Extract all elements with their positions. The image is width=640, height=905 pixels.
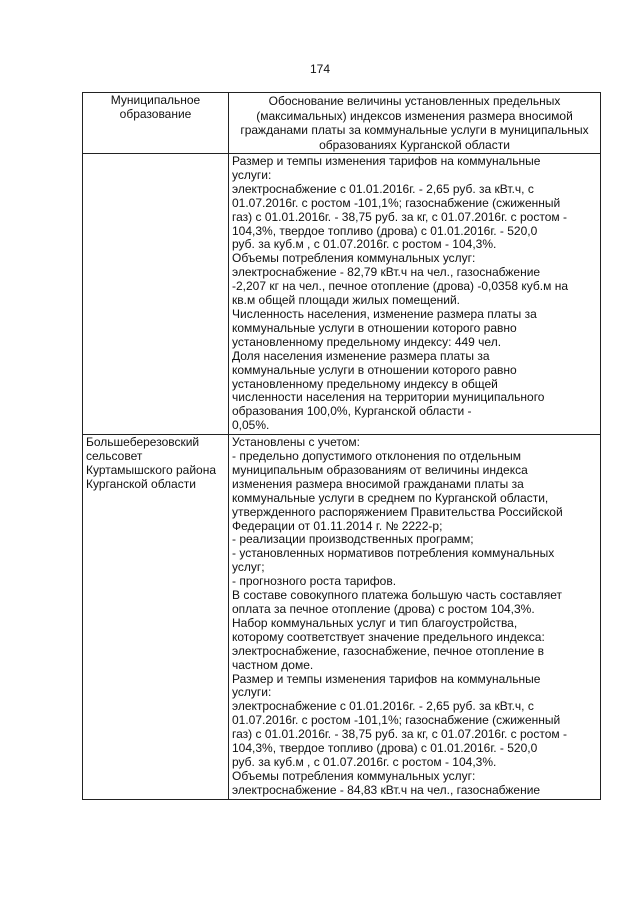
text-line: образования 100,0%, Курганской области - bbox=[232, 404, 472, 419]
text-line: которому соответствует значение предельного индекса: bbox=[232, 629, 545, 644]
text-line: В составе совокупного платежа большую часть составляет bbox=[232, 588, 563, 603]
text-line: электроснабжение, газоснабжение, печное отопление в bbox=[232, 643, 544, 658]
page-number: 174 bbox=[309, 62, 331, 76]
text-line: коммунальные услуги в отношении которого равно bbox=[232, 362, 517, 377]
text-line: утвержденного распоряжением Правительства Российской bbox=[232, 504, 563, 519]
table-header-row bbox=[83, 93, 601, 154]
justification-table bbox=[82, 92, 601, 800]
text-line: услуг; bbox=[232, 560, 265, 575]
text-line: - предельно допустимого отклонения по отдельным bbox=[232, 449, 521, 464]
text-line: Федерации от 01.11.2014 г. № 2222-р; bbox=[232, 518, 443, 533]
text-line: 104,3%, твердое топливо (дрова) с 01.01.2016г. - 520,0 bbox=[232, 223, 538, 238]
municipality-cell: Большеберезовский сельсовет Куртамышского района Курганской области bbox=[83, 435, 229, 800]
text-line: 01.07.2016г. с ростом -101,1%; газоснабжение (сжиженный bbox=[232, 713, 561, 728]
text-line: электроснабжение с 01.01.2016г. - 2,65 руб. за кВт.ч, с bbox=[232, 699, 534, 714]
text-line: Размер и темпы изменения тарифов на коммунальные bbox=[232, 671, 541, 686]
text-line: муниципальным образованиям от величины индекса bbox=[232, 462, 528, 477]
text-line: 0,05%. bbox=[232, 418, 270, 433]
table-row bbox=[83, 435, 601, 800]
text-line: установленному предельному индексу в общей bbox=[232, 376, 498, 391]
text-line: кв.м общей площади жилых помещений. bbox=[232, 293, 460, 308]
justification-cell bbox=[229, 435, 601, 800]
text-line: коммунальные услуги в среднем по Курганской области, bbox=[232, 490, 549, 505]
text-line: услуги: bbox=[232, 167, 272, 182]
text-line: -2,207 кг на чел., печное отопление (дрова) -0,0358 куб.м на bbox=[232, 279, 569, 294]
justification-text bbox=[232, 436, 597, 798]
text-line: частном доме. bbox=[232, 657, 314, 672]
text-line: руб. за куб.м , с 01.07.2016г. с ростом - 104,3%. bbox=[232, 754, 497, 769]
text-line: электроснабжение с 01.01.2016г. - 2,65 руб. за кВт.ч, с bbox=[232, 181, 534, 196]
table-row bbox=[83, 154, 601, 435]
text-line: численности населения на территории муниципального bbox=[232, 390, 545, 405]
text-line: Установлены с учетом: bbox=[232, 435, 360, 450]
header-municipality: Муниципальное образование bbox=[83, 93, 229, 154]
text-line: 104,3%, твердое топливо (дрова) с 01.01.2016г. - 520,0 bbox=[232, 741, 538, 756]
text-line: Объемы потребления коммунальных услуг: bbox=[232, 768, 476, 783]
text-line: услуги: bbox=[232, 685, 272, 700]
header-justification: Обоснование величины установленных предельных (максимальных) индексов изменения размера вносимой гражданами платы за коммунальные услуги в муниципальных образованиях Курганской области bbox=[229, 93, 601, 154]
text-line: руб. за куб.м , с 01.07.2016г. с ростом - 104,3%. bbox=[232, 237, 497, 252]
justification-cell bbox=[229, 154, 601, 435]
text-line: электроснабжение - 84,83 кВт.ч на чел., газоснабжение bbox=[232, 782, 541, 797]
text-line: 01.07.2016г. с ростом -101,1%; газоснабжение (сжиженный bbox=[232, 195, 561, 210]
text-line: Доля населения изменение размера платы за bbox=[232, 348, 490, 363]
text-line: газ) с 01.01.2016г. - 38,75 руб. за кг, с 01.07.2016г. с ростом - bbox=[232, 727, 567, 742]
text-line: Размер и темпы изменения тарифов на коммунальные bbox=[232, 154, 541, 168]
justification-text bbox=[232, 155, 597, 433]
text-line: коммунальные услуги в отношении которого равно bbox=[232, 320, 517, 335]
text-line: электроснабжение - 82,79 кВт.ч на чел., газоснабжение bbox=[232, 265, 541, 280]
text-line: изменения размера вносимой гражданами платы за bbox=[232, 476, 524, 491]
text-line: - реализации производственных программ; bbox=[232, 532, 474, 547]
text-line: Численность населения, изменение размера платы за bbox=[232, 306, 537, 321]
text-line: оплата за печное отопление (дрова) с ростом 104,3%. bbox=[232, 602, 535, 616]
text-line: - установленных нормативов потребления коммунальных bbox=[232, 546, 555, 561]
text-line: Набор коммунальных услуг и тип благоустройства, bbox=[232, 615, 518, 630]
text-line: газ) с 01.01.2016г. - 38,75 руб. за кг, с 01.07.2016г. с ростом - bbox=[232, 209, 567, 224]
municipality-cell bbox=[83, 154, 229, 435]
text-line: Объемы потребления коммунальных услуг: bbox=[232, 251, 476, 266]
text-line: установленному предельному индексу: 449 чел. bbox=[232, 334, 502, 349]
text-line: - прогнозного роста тарифов. bbox=[232, 574, 397, 589]
